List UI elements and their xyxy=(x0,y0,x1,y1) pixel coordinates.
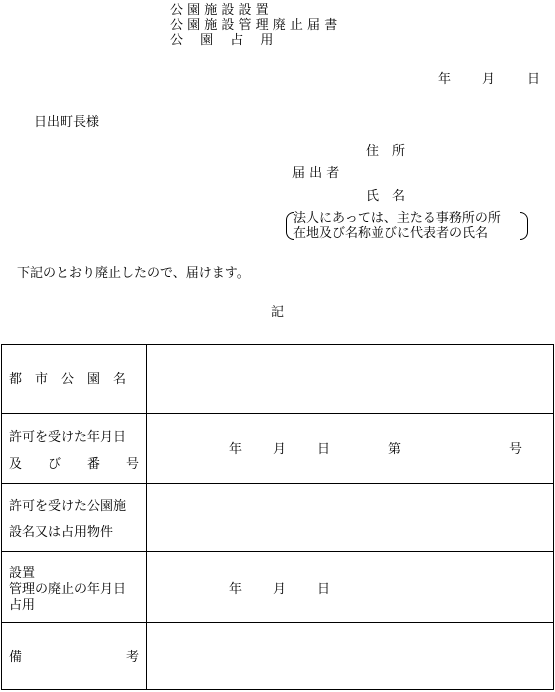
table-row-abolish-date xyxy=(2,552,553,623)
abolish-label-cell xyxy=(2,552,147,622)
park-name-value-cell[interactable] xyxy=(147,345,553,413)
abolish-label-line-2: 管理の廃止の年月日 xyxy=(9,582,127,597)
table-row-park-name xyxy=(2,345,553,414)
date-month: 月 xyxy=(482,72,496,87)
date-year: 年 xyxy=(438,72,452,87)
abolish-value-cell[interactable] xyxy=(147,552,553,622)
remarks-value-cell[interactable] xyxy=(147,623,553,689)
park-name-label-cell xyxy=(2,345,147,413)
abolish-label-line-1: 設置 xyxy=(9,566,36,581)
permit-day: 日 xyxy=(317,442,331,457)
facility-label-line-1: 許可を受けた公園施 xyxy=(9,499,127,514)
remarks-label-left: 備 xyxy=(9,650,23,665)
corp-note-line-1: 法人にあっては、主たる事務所の所 xyxy=(293,211,501,226)
abolish-label-line-3: 占用 xyxy=(9,598,36,613)
body-text: 下記のとおり廃止したので、届けます。 xyxy=(17,266,250,281)
title-line-2: 公 園 施 設 管 理 廃 止 届 書 xyxy=(170,18,338,33)
permit-month: 月 xyxy=(273,442,287,457)
remarks-label-cell xyxy=(2,623,147,689)
address-label: 住 所 xyxy=(366,144,406,159)
permit-value-cell[interactable] xyxy=(147,414,553,483)
form-table xyxy=(1,344,554,690)
name-label: 氏 名 xyxy=(366,189,406,204)
permit-label-line-2: 及 び 番 号 xyxy=(9,457,140,472)
facility-label-cell xyxy=(2,484,147,551)
abolish-day: 日 xyxy=(317,582,331,597)
table-row-remarks xyxy=(2,623,553,689)
facility-label-line-2: 設名又は占用物件 xyxy=(9,525,114,540)
permit-label-line-1: 許可を受けた年月日 xyxy=(9,430,127,445)
permit-label-cell xyxy=(2,414,147,483)
date-day: 日 xyxy=(527,72,541,87)
permit-go: 号 xyxy=(509,442,523,457)
notifier-label: 届 出 者 xyxy=(292,166,340,181)
abolish-month: 月 xyxy=(273,582,287,597)
facility-value-cell[interactable] xyxy=(147,484,553,551)
corp-note-bracket-right xyxy=(520,212,528,240)
title-line-3: 公 園 占 用 xyxy=(170,33,274,48)
table-row-permit xyxy=(2,414,553,484)
remarks-label-right: 考 xyxy=(126,650,140,665)
corp-note-line-2: 在地及び名称並びに代表者の氏名 xyxy=(293,226,489,241)
permit-year: 年 xyxy=(229,442,243,457)
park-name-label: 都 市 公 園 名 xyxy=(9,372,127,387)
ki-heading: 記 xyxy=(271,305,285,320)
table-row-facility xyxy=(2,484,553,552)
abolish-year: 年 xyxy=(229,582,243,597)
permit-dai: 第 xyxy=(388,442,402,457)
title-line-1: 公 園 施 設 設 置 xyxy=(170,3,269,18)
addressee: 日出町長様 xyxy=(34,115,100,130)
